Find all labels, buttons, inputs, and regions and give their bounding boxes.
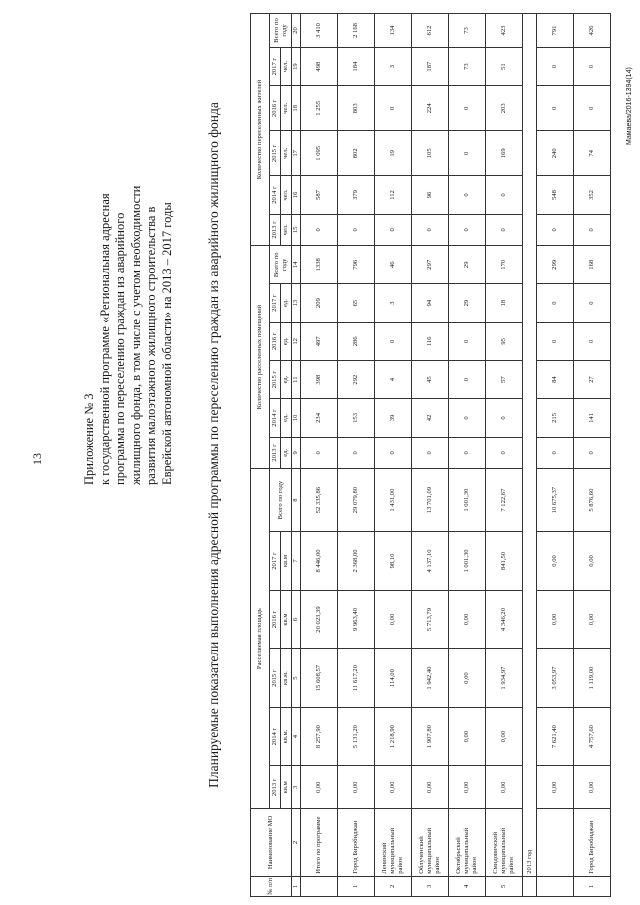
value-cell: 74 [574,131,611,176]
value-cell: 0 [375,86,412,131]
column-number-cell: 5 [292,649,301,708]
table-row [412,14,449,897]
table-row [338,14,375,897]
value-cell: 98,10 [375,532,412,591]
annex-header [82,45,175,485]
value-cell: 0 [338,214,375,246]
table-body-main [301,14,523,897]
municipality-name-cell: Смидовичский муниципальный район [486,809,523,877]
unit-cell: ед. [281,360,292,398]
annex-line: к государственной программе «Региональная адресная [97,193,112,485]
value-cell: 841,50 [486,532,523,591]
table-row [449,14,486,897]
value-cell: 187 [412,47,449,85]
column-number-cell: 2 [292,809,301,877]
header-cell: 2015 г [270,131,281,176]
value-cell: 0 [574,284,611,322]
column-number-cell: 3 [292,766,301,809]
value-cell: 45 [412,360,449,398]
indicators-table-wrap [250,13,611,897]
value-cell: 297 [412,246,449,284]
column-number-cell: 16 [292,176,301,214]
value-cell: 0,00 [574,766,611,809]
unit-cell: чел. [281,214,292,246]
value-cell: 0 [449,399,486,437]
value-cell: 73 [449,14,486,48]
header-row-years [270,14,281,897]
unit-cell: чел. [281,131,292,176]
annex-line: Еврейской автономной области» на 2013 – 2017 годы [159,202,174,485]
annex-line: развития малоэтажного жилищного строительства в [144,206,158,485]
value-cell: 0 [486,437,523,469]
value-cell: 1 907,80 [412,707,449,766]
value-cell: 0 [574,214,611,246]
unit-cell: ед. [281,284,292,322]
value-cell: 0 [537,214,574,246]
column-number-cell: 18 [292,86,301,131]
value-cell: 7 621,40 [537,707,574,766]
value-cell: 0,00 [486,707,523,766]
municipality-name-cell: Город Биробиджан [574,809,611,877]
value-cell: 0 [375,322,412,360]
value-cell: 0,00 [486,766,523,809]
row-number-cell: 4 [449,876,486,896]
document-title [206,45,222,845]
value-cell: 4 [375,360,412,398]
header-cell: Всего по году [270,14,292,48]
value-cell: 234 [301,399,338,437]
value-cell: 8 446,00 [301,532,338,591]
value-cell: 29 [449,246,486,284]
column-number-cell: 9 [292,437,301,469]
header-row-units [281,14,292,897]
value-cell: 0 [449,214,486,246]
header-cell: Расселяемая площадь [251,469,270,809]
value-cell: 0 [537,322,574,360]
value-cell: 0 [537,437,574,469]
value-cell: 802 [338,131,375,176]
value-cell: 0 [449,437,486,469]
value-cell: 4 346,20 [486,590,523,649]
header-cell: 2015 г [270,649,281,708]
value-cell: 0 [301,214,338,246]
value-cell: 3 053,97 [537,649,574,708]
header-cell: Всего по году [270,246,292,284]
value-cell: 0 [574,322,611,360]
value-cell: 0,00 [449,649,486,708]
value-cell: 116 [412,322,449,360]
value-cell: 84 [537,360,574,398]
annex-line: программа по переселению граждан из аварийного [113,212,127,485]
header-cell: 2017 г [270,532,281,591]
value-cell: 96 [412,176,449,214]
value-cell: 0 [449,322,486,360]
value-cell: 1 001,30 [449,469,486,532]
header-cell: 2016 г [270,590,281,649]
column-number-cell: 19 [292,47,301,85]
column-number-cell: 17 [292,131,301,176]
document-stamp: Мамаева/2016-1394(14) [626,67,633,145]
header-row-groups [251,14,270,897]
column-number-cell: 13 [292,284,301,322]
municipality-name-cell: Октябрьский муниципальный район [449,809,486,877]
header-cell: 2017 г [270,284,281,322]
value-cell: 184 [338,47,375,85]
table-body-2013 [537,14,611,897]
header-cell: 2017 г [270,47,281,85]
value-cell: 286 [338,322,375,360]
column-number-row [292,14,301,897]
header-cell: 2014 г [270,176,281,214]
unit-cell: кв.м [281,532,292,591]
value-cell: 95 [486,322,523,360]
column-number-cell: 1 [292,876,301,896]
value-cell: 0,00 [412,766,449,809]
value-cell: 1 218,90 [375,707,412,766]
value-cell: 170 [486,246,523,284]
value-cell: 0 [375,214,412,246]
value-cell: 0,00 [338,766,375,809]
value-cell: 0 [449,86,486,131]
header-cell: Количество переселенных жителей [251,14,270,246]
unit-cell: чел. [281,176,292,214]
value-cell: 0,00 [537,532,574,591]
table-row [574,14,611,897]
column-number-cell: 20 [292,14,301,48]
value-cell: 0,00 [537,766,574,809]
value-cell: 215 [537,399,574,437]
value-cell: 0 [486,214,523,246]
value-cell: 0 [537,47,574,85]
value-cell: 209 [301,284,338,322]
value-cell: 141 [574,399,611,437]
value-cell: 0 [449,360,486,398]
value-cell: 1 255 [301,86,338,131]
value-cell: 19 [375,131,412,176]
value-cell: 548 [537,176,574,214]
value-cell: 13 701,09 [412,469,449,532]
value-cell: 224 [412,86,449,131]
column-number-cell: 12 [292,322,301,360]
value-cell: 796 [338,246,375,284]
value-cell: 0,00 [375,590,412,649]
value-cell: 0,00 [301,766,338,809]
column-number-cell: 15 [292,214,301,246]
value-cell: 803 [338,86,375,131]
municipality-name-cell: Город Биробиджан [338,809,375,877]
row-number-cell: 5 [486,876,523,896]
value-cell: 29 [449,284,486,322]
value-cell: 0,00 [449,707,486,766]
row-number-cell: 2 [375,876,412,896]
table-row [375,14,412,897]
value-cell: 0,00 [574,532,611,591]
unit-cell: чел. [281,47,292,85]
value-cell: 587 [301,176,338,214]
value-cell: 203 [486,86,523,131]
header-cell: Всего по году [270,469,292,532]
value-cell: 2 368,00 [338,532,375,591]
value-cell: 0 [486,176,523,214]
column-number-cell: 6 [292,590,301,649]
value-cell: 299 [537,246,574,284]
value-cell: 379 [338,176,375,214]
header-cell: Количество расселенных помещений [251,246,270,469]
row-number-cell [537,876,574,896]
value-cell: 105 [412,131,449,176]
value-cell: 5 876,60 [574,469,611,532]
value-cell: 0,00 [449,766,486,809]
column-number-cell: 7 [292,532,301,591]
value-cell: 497 [301,322,338,360]
value-cell: 3 410 [301,14,338,48]
value-cell: 4 757,60 [574,707,611,766]
table-row [537,14,574,897]
year-section-row [523,14,537,897]
value-cell: 8 257,90 [301,707,338,766]
row-number-cell [301,876,338,896]
unit-cell: ед. [281,437,292,469]
value-cell: 398 [301,360,338,398]
value-cell: 112 [375,176,412,214]
value-cell: 5 713,79 [412,590,449,649]
value-cell: 42 [412,399,449,437]
value-cell: 4 137,10 [412,532,449,591]
unit-cell: кв.м [281,766,292,809]
column-number-cell: 14 [292,246,301,284]
value-cell: 1338 [301,246,338,284]
header-cell: 2014 г [270,399,281,437]
value-cell: 114,00 [375,649,412,708]
value-cell: 426 [574,14,611,48]
value-cell: 7 122,67 [486,469,523,532]
value-cell: 94 [412,284,449,322]
header-cell: 2013 г [270,214,281,246]
value-cell: 168 [574,246,611,284]
value-cell: 0 [537,86,574,131]
header-cell: 2014 г [270,707,281,766]
municipality-name-cell [537,809,574,877]
row-number-cell: 1 [338,876,375,896]
value-cell: 5 131,20 [338,707,375,766]
value-cell: 3 [375,284,412,322]
unit-cell: ед. [281,399,292,437]
table-row [301,14,338,897]
value-cell: 0,00 [537,590,574,649]
value-cell: 1 119,00 [574,649,611,708]
value-cell: 18 [486,284,523,322]
value-cell: 0,00 [449,590,486,649]
value-cell: 0 [486,399,523,437]
unit-cell: ед. [281,322,292,360]
header-cell: № п/п [251,876,292,896]
row-number-cell: 1 [574,876,611,896]
value-cell: 15 608,57 [301,649,338,708]
value-cell: 791 [537,14,574,48]
value-cell: 10 675,37 [537,469,574,532]
value-cell: 240 [537,131,574,176]
table-cell [523,876,537,896]
header-cell: 2013 г [270,437,281,469]
value-cell: 0 [338,437,375,469]
annex-line: жилищного фонда, в том числе с учетом необходимости [128,185,143,485]
annex-line: Приложение № 3 [82,393,96,485]
value-cell: 0 [449,176,486,214]
value-cell: 9 963,40 [338,590,375,649]
column-number-cell: 11 [292,360,301,398]
column-number-cell: 8 [292,469,301,532]
value-cell: 612 [412,14,449,48]
value-cell: 1 095 [301,131,338,176]
value-cell: 11 617,20 [338,649,375,708]
page-number: 13 [30,453,44,465]
value-cell: 292 [338,360,375,398]
header-cell: 2013 г [270,766,281,809]
indicators-table [250,13,611,897]
value-cell: 0 [574,86,611,131]
title-line: Планируемые показатели выполнения адресной программы по переселению граждан из аварийного жилищного фонда [206,102,221,788]
value-cell: 39 [375,399,412,437]
value-cell: 352 [574,176,611,214]
table-row [486,14,523,897]
year-section-label: 2013 год [523,14,537,877]
column-number-cell: 10 [292,399,301,437]
value-cell: 1 942,40 [412,649,449,708]
value-cell: 423 [486,14,523,48]
municipality-name-cell: Облученский муниципальный район [412,809,449,877]
value-cell: 1 934,97 [486,649,523,708]
header-cell: 2016 г [270,86,281,131]
value-cell: 0 [412,437,449,469]
column-number-cell: 4 [292,707,301,766]
header-cell: 2016 г [270,322,281,360]
header-cell: 2015 г [270,360,281,398]
header-cell: Наименование МО [251,809,292,877]
value-cell: 134 [375,14,412,48]
value-cell: 153 [338,399,375,437]
value-cell: 0 [412,214,449,246]
value-cell: 29 079,80 [338,469,375,532]
value-cell: 1 001,30 [449,532,486,591]
value-cell: 0,00 [375,766,412,809]
value-cell: 20 023,39 [301,590,338,649]
value-cell: 0 [574,47,611,85]
row-number-cell: 3 [412,876,449,896]
value-cell: 52 335,86 [301,469,338,532]
value-cell: 169 [486,131,523,176]
municipality-name-cell: Итого по программе [301,809,338,877]
value-cell: 3 [375,47,412,85]
value-cell: 1 431,00 [375,469,412,532]
value-cell: 73 [449,47,486,85]
value-cell: 46 [375,246,412,284]
value-cell: 0 [449,131,486,176]
unit-cell: чел. [281,86,292,131]
value-cell: 27 [574,360,611,398]
value-cell: 498 [301,47,338,85]
value-cell: 0 [301,437,338,469]
value-cell: 0 [537,284,574,322]
value-cell: 65 [338,284,375,322]
value-cell: 0 [375,437,412,469]
municipality-name-cell: Ленинский муниципальный район [375,809,412,877]
value-cell: 0,00 [574,590,611,649]
unit-cell: кв.м. [281,649,292,708]
value-cell: 57 [486,360,523,398]
unit-cell: кв.м [281,590,292,649]
unit-cell: кв.м. [281,707,292,766]
value-cell: 2 168 [338,14,375,48]
value-cell: 51 [486,47,523,85]
value-cell: 0 [574,437,611,469]
